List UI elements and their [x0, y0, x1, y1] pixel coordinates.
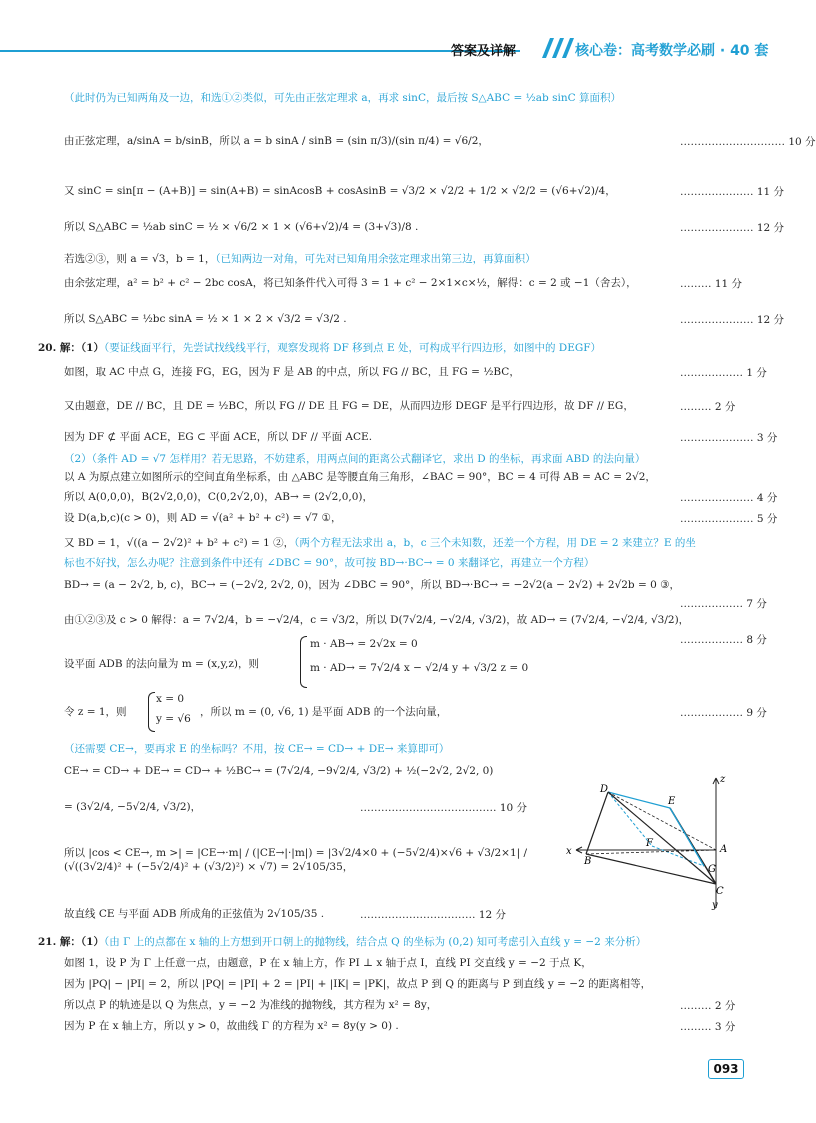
solution-line: 所以 |cos < CE→, m >| = |CE→·m| / (|CE→|·|m|) = |3√2/4×0 + (−5√2/4)×√6 + √3/2×1| / (√((3√2/4)² + (−5√2/4)² + (√3/2)²) × √7) = 2√105/35， — [64, 847, 528, 873]
score-mark: ………………… 3 分 — [680, 432, 778, 444]
score-mark: ……… 3 分 — [680, 1021, 736, 1033]
label-y: y — [712, 900, 718, 911]
solution-line: 如图，取 AC 中点 G，连接 FG，EG，因为 F 是 AB 的中点，所以 FG // BC，且 FG = ½BC， — [64, 366, 520, 378]
solution-line: 由①②③及 c > 0 解得：a = 7√2/4，b = −√2/4，c = √3/2，所以 D(7√2/4, −√2/4, √3/2)，故 AD→ = (7√2/4, −√2/4, √3/2)， — [64, 614, 690, 626]
label-A: A — [720, 844, 728, 855]
equation: m · AB→ = 2√2x = 0 — [310, 638, 418, 650]
score-mark: ………………………… 10 分 — [680, 136, 816, 148]
solution-line: ，所以 m = (0, √6, 1) 是平面 ADB 的一个法向量， — [200, 706, 448, 718]
solution-line: 设平面 ADB 的法向量为 m = (x,y,z)，则 — [64, 658, 260, 670]
label-D: D — [600, 784, 609, 795]
hint-text: 标也不好找，怎么办呢？注意到条件中还有 ∠DBC = 90°，故可按 BD→·BC→ = 0 来翻译它，再建立一个方程） — [64, 557, 595, 569]
solution-line: 如图 1，设 P 为 Γ 上任意一点，由题意，P 在 x 轴上方，作 PI ⊥ x 轴于点 I，直线 PI 交直线 y = −2 于点 K， — [64, 957, 592, 969]
score-mark: ……… 2 分 — [680, 1000, 736, 1012]
score-mark: ………………… 12 分 — [680, 314, 785, 326]
solution-line: 又 BD = 1，√((a − 2√2)² + b² + c²) = 1 ②，（两个方程无法求出 a，b，c 三个未知数，还差一个方程，用 DE = 2 来建立？E 的坐 — [64, 537, 696, 549]
label-E: E — [668, 796, 676, 807]
solution-line: 所以 S△ABC = ½bc sinA = ½ × 1 × 2 × √3/2 = √3/2 . — [64, 313, 347, 325]
solution-line: 所以点 P 的轨迹是以 Q 为焦点，y = −2 为准线的抛物线，其方程为 x² = 8y， — [64, 999, 438, 1011]
solution-line: 又由题意，DE // BC，且 DE = ½BC，所以 FG // DE 且 FG = DE，从而四边形 DEGF 是平行四边形，故 DF // EG， — [64, 400, 634, 412]
solution-line: BD→ = (a − 2√2, b, c)，BC→ = (−2√2, 2√2, 0)，因为 ∠DBC = 90°，所以 BD→·BC→ = −2√2(a − 2√2) + 2√2b = 0 ③， — [64, 579, 681, 591]
solution-line: 所以 A(0,0,0)，B(2√2,0,0)，C(0,2√2,0)，AB→ = (2√2,0,0)， — [64, 491, 373, 503]
hint-text: （此时仍为已知两角及一边，和选①②类似，可先由正弦定理求 a，再求 sinC，最后按 S△ABC = ½ab sinC 算面积） — [64, 92, 621, 104]
score-mark: ……………… 7 分 — [680, 598, 767, 610]
solution-line: 若选②③，则 a = √3，b = 1，（已知两边一对角，可先对已知角用余弦定理求出第三边，再算面积） — [64, 253, 536, 265]
solution-line: 以 A 为原点建立如图所示的空间直角坐标系，由 △ABC 是等腰直角三角形，∠BAC = 90°，BC = 4 可得 AB = AC = 2√2， — [64, 471, 656, 483]
solution-line: = (3√2/4, −5√2/4, √3/2)， — [64, 801, 202, 813]
header-book-title: 核心卷：高考数学必刷 · 40 套 — [575, 43, 769, 59]
score-mark: ……………… 9 分 — [680, 707, 767, 719]
hint-text: （还需要 CE→，要再求 E 的坐标吗？不用，按 CE→ = CD→ + DE→ 来算即可） — [64, 743, 450, 755]
solution-line: 令 z = 1，则 — [64, 706, 127, 718]
label-x: x — [566, 846, 572, 857]
equation-brace — [148, 692, 155, 732]
header-rule — [0, 50, 520, 52]
question-21-heading: 21. 解：（1）（由 Γ 上的点都在 x 轴的上方想到开口朝上的抛物线，结合点 Q 的坐标为 (0,2) 知可考虑引入直线 y = −2 来分析） — [38, 936, 647, 948]
solution-line: 设 D(a,b,c)(c > 0)，则 AD = √(a² + b² + c²) = √7 ①， — [64, 512, 342, 524]
solution-line: 又 sinC = sin[π − (A+B)] = sin(A+B) = sinAcosB + cosAsinB = √3/2 × √2/2 + 1/2 × √2/2 = (√6+√2)/4， — [64, 185, 616, 197]
equation: x = 0 — [156, 693, 185, 705]
score-mark: ………………… 12 分 — [680, 222, 785, 234]
label-z: z — [720, 774, 726, 785]
solution-line: CE→ = CD→ + DE→ = CD→ + ½BC→ = (7√2/4, −9√2/4, √3/2) + ½(−2√2, 2√2, 0) — [64, 765, 494, 777]
score-mark: ……… 2 分 — [680, 401, 736, 413]
solution-line: 所以 S△ABC = ½ab sinC = ½ × √6/2 × 1 × (√6+√2)/4 = (3+√3)/8 . — [64, 221, 419, 233]
score-mark: ……… 11 分 — [680, 278, 743, 290]
label-B: B — [584, 856, 592, 867]
label-C: C — [716, 886, 724, 897]
label-F: F — [646, 838, 653, 849]
solution-line: 由正弦定理，a/sinA = b/sinB，所以 a = b sinA / sinB = (sin π/3)/(sin π/4) = √6/2， — [64, 135, 489, 147]
score-mark: ……………… 8 分 — [680, 634, 767, 646]
solution-line: 由余弦定理，a² = b² + c² − 2bc cosA，将已知条件代入可得 3 = 1 + c² − 2×1×c×½，解得：c = 2 或 −1（舍去）， — [64, 277, 637, 289]
solution-line: 因为 P 在 x 轴上方，所以 y > 0，故曲线 Γ 的方程为 x² = 8y(y > 0) . — [64, 1020, 399, 1032]
question-20-heading: 20. 解：（1）（要证线面平行，先尝试找线线平行，观察发现将 DF 移到点 E 处，可构成平行四边形，如图中的 DEGF） — [38, 342, 602, 354]
solution-line: 故直线 CE 与平面 ADB 所成角的正弦值为 2√105/35 . — [64, 908, 325, 920]
geometry-figure — [556, 770, 756, 910]
solution-line: 因为 DF ⊄ 平面 ACE，EG ⊂ 平面 ACE，所以 DF // 平面 ACE. — [64, 431, 373, 443]
score-mark: ………………… 5 分 — [680, 513, 778, 525]
page-number: 093 — [708, 1059, 744, 1079]
score-mark: ………………… 4 分 — [680, 492, 778, 504]
solution-line: 因为 |PQ| − |PI| = 2，所以 |PQ| = |PI| + 2 = |PI| + |IK| = |PK|，故点 P 到 Q 的距离与 P 到直线 y = −2 的距离相等， — [64, 978, 652, 990]
label-G: G — [708, 864, 716, 875]
equation-brace — [300, 636, 307, 688]
score-mark: ………………………………… 10 分 — [360, 802, 528, 814]
score-mark: ………………… 11 分 — [680, 186, 785, 198]
hint-text: （2）（条件 AD = √7 怎样用？若无思路，不妨建系，用两点间的距离公式翻译它，求出 D 的坐标，再求面 ABD 的法向量） — [64, 453, 646, 465]
equation: y = √6 — [156, 713, 191, 725]
header-section-title: 答案及详解 — [451, 44, 517, 59]
equation: m · AD→ = 7√2/4 x − √2/4 y + √3/2 z = 0 — [310, 662, 529, 674]
score-mark: ……………… 1 分 — [680, 367, 767, 379]
score-mark: …………………………… 12 分 — [360, 909, 507, 921]
